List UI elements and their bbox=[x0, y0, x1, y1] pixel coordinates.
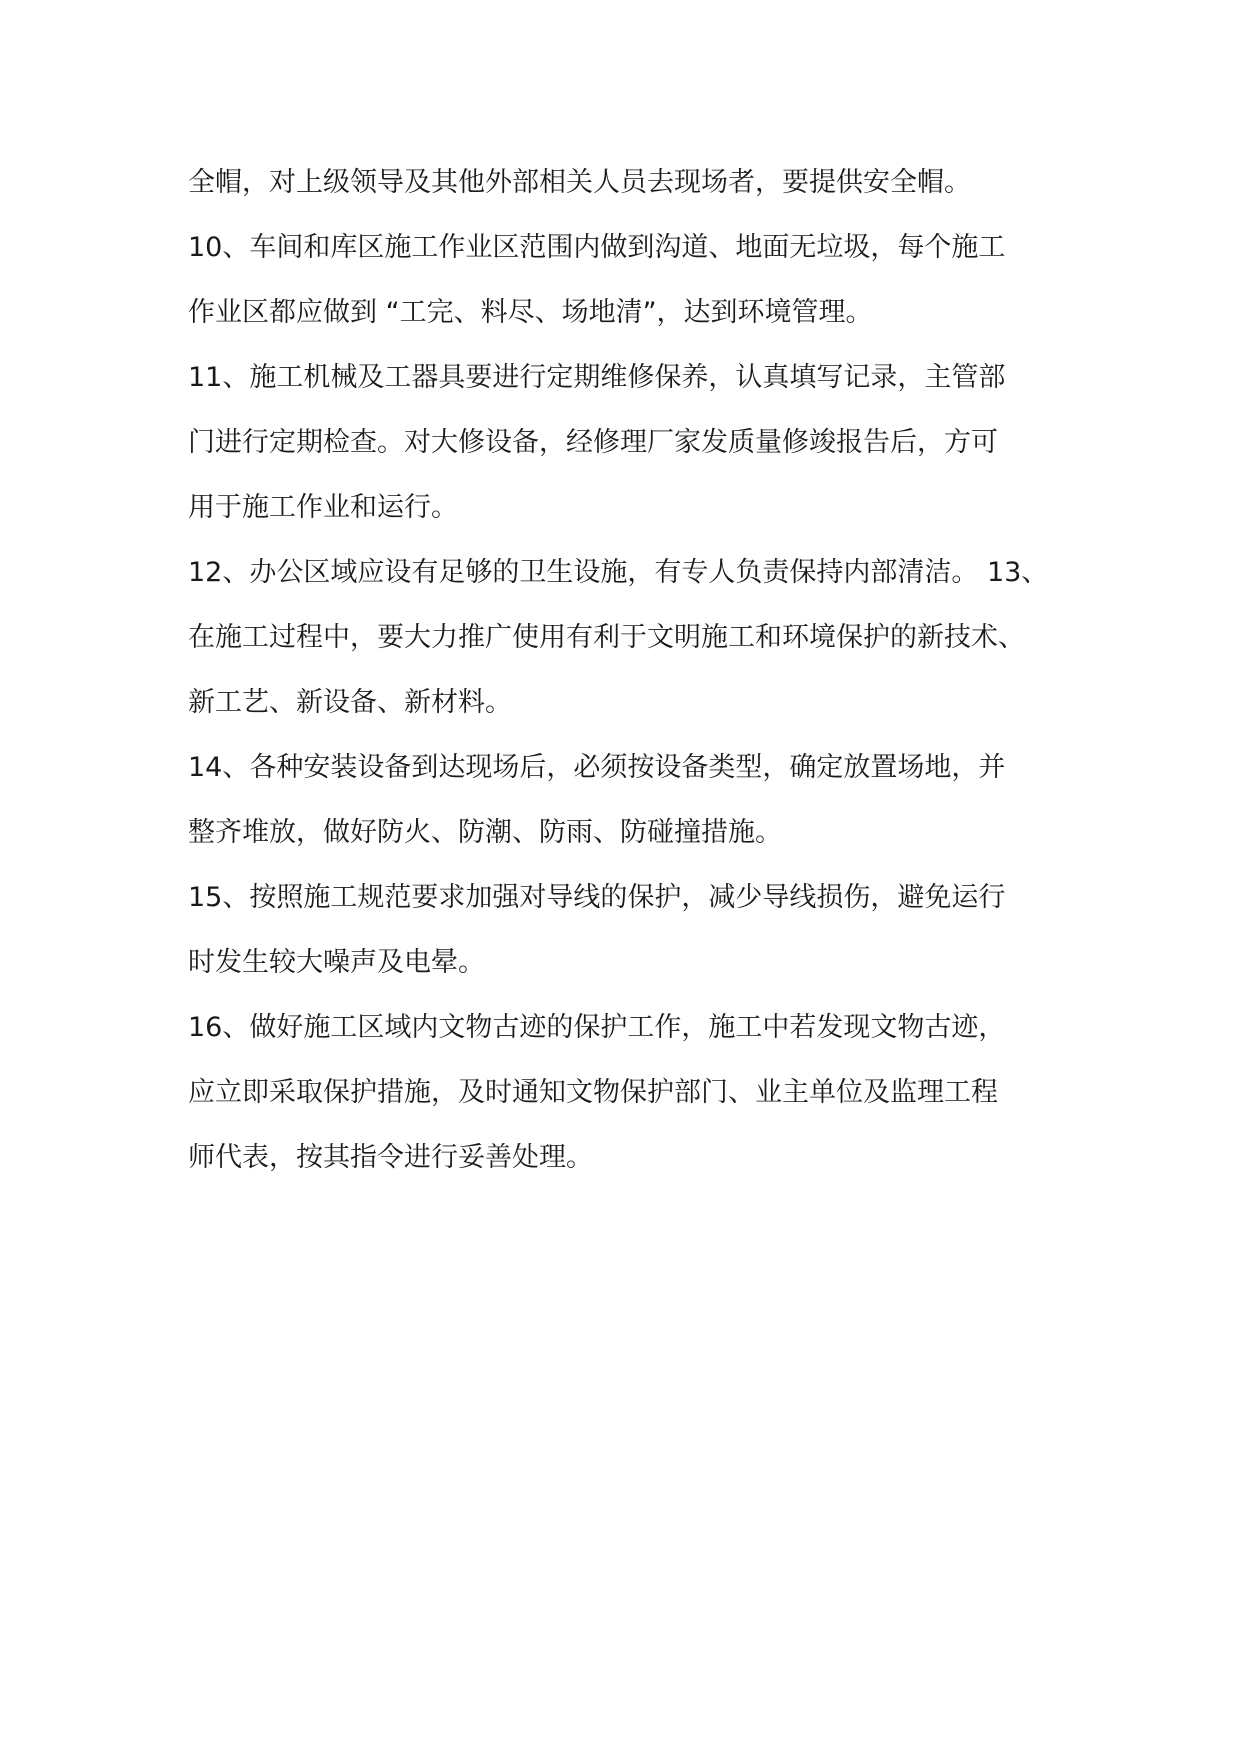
text-line: 16、做好施工区域内文物古迹的保护工作，施工中若发现文物古迹， bbox=[188, 1012, 1006, 1043]
text-line: 11、施工机械及工器具要进行定期维修保养，认真填写记录，主管部 bbox=[188, 362, 1006, 393]
paragraph-item-14 bbox=[188, 735, 1068, 865]
document-body bbox=[188, 150, 1068, 1190]
text-line: 整齐堆放，做好防火、防潮、防雨、防碰撞措施。 bbox=[188, 817, 782, 848]
paragraph-item-10 bbox=[188, 215, 1068, 345]
text-line: 师代表，按其指令进行妥善处理。 bbox=[188, 1142, 593, 1173]
text-line: 10、车间和库区施工作业区范围内做到沟道、地面无垃圾，每个施工 bbox=[188, 232, 1006, 263]
paragraph-safety-helmet bbox=[188, 150, 1068, 215]
text-line: 时发生较大噪声及电晕。 bbox=[188, 947, 485, 978]
text-line: 12、办公区域应设有足够的卫生设施，有专人负责保持内部清洁。 13、 bbox=[188, 557, 1049, 588]
text-line: 用于施工作业和运行。 bbox=[188, 492, 458, 523]
paragraph-item-12-13 bbox=[188, 540, 1068, 735]
text-line: 门进行定期检查。对大修设备，经修理厂家发质量修竣报告后，方可 bbox=[188, 427, 998, 458]
text-line: 15、按照施工规范要求加强对导线的保护，减少导线损伤，避免运行 bbox=[188, 882, 1006, 913]
text-line: 作业区都应做到 “工完、料尽、场地清”，达到环境管理。 bbox=[188, 297, 873, 328]
text-line: 14、各种安装设备到达现场后，必须按设备类型，确定放置场地，并 bbox=[188, 752, 1006, 783]
paragraph-item-16 bbox=[188, 995, 1068, 1190]
paragraph-item-15 bbox=[188, 865, 1068, 995]
text-line: 在施工过程中，要大力推广使用有利于文明施工和环境保护的新技术、 bbox=[188, 622, 1025, 653]
paragraph-item-11 bbox=[188, 345, 1068, 540]
text-line: 新工艺、新设备、新材料。 bbox=[188, 687, 512, 718]
text-line: 全帽，对上级领导及其他外部相关人员去现场者，要提供安全帽。 bbox=[188, 167, 971, 198]
text-line: 应立即采取保护措施，及时通知文物保护部门、业主单位及监理工程 bbox=[188, 1077, 998, 1108]
